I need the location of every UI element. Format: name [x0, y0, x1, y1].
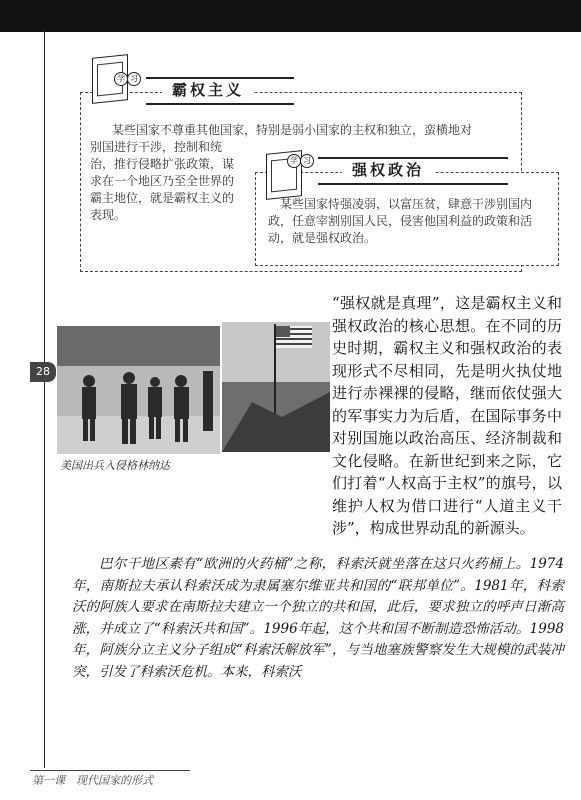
main-paragraph: “强权就是真理”，这是霸权主义和强权政治的核心思想。在不同的历史时期，霸权主义和强权政治的表现形式不尽相同，先是明火执仗地进行赤裸裸的侵略，继而依仗强大的军事实力为后盾，在国际事务中对别国施以政治高压、经济制裁和文化侵略。在新世纪到来之际，它们打着“人权高于主权”的旗号，以维护人权为借口进行“人道主义干涉”，构成世界动乱的新源头。 [332, 294, 562, 537]
page-number: 28 [30, 362, 56, 382]
power-politics-title: 强权政治 [342, 159, 434, 180]
left-margin-rule [44, 28, 45, 768]
hegemonism-text: 别国进行干涉，控制和统治，推行侵略扩张政策，谋求在一个地区乃至全世界的霸主地位，就是霸权主义的表现。 [90, 140, 235, 222]
footer-rule [30, 770, 190, 771]
study-badge-icon: 学 [287, 154, 301, 168]
kosovo-paragraph: 巴尔干地区素有“欧洲的火药桶”之称，科索沃就坐落在这只火药桶上。1974年，南斯拉夫承认科索沃成为隶属塞尔维亚共和国的“联邦单位”。1981年，科索沃的阿族人要求在南斯拉夫建立一个独立的共和国，此后，要求独立的呼声日渐高涨，并成立了“科索沃共和国”。1996年起，这个共和国不断制造恐怖活动。1998年，阿族分立主义分子组成“科索沃解放军”，与当地塞族警察发生大规模的武装冲突，引发了科索沃危机。本来，科索沃 [72, 556, 564, 680]
top-border-strip [0, 0, 581, 32]
running-footer: 第一课 现代国家的形式 [32, 774, 153, 787]
soldiers-photo-drawing [57, 326, 220, 454]
study-badge-icon: 习 [300, 154, 314, 168]
flag-on-ruins-photo [222, 322, 330, 452]
soldiers-photo [57, 326, 220, 454]
power-politics-text: 某些国家恃强凌弱，以富压贫，肆意干涉别国内政，任意宰割别国人民，侵害他国利益的政策和活动，就是强权政治。 [268, 197, 533, 245]
study-badge-icon: 学 [114, 72, 128, 86]
study-badge-icon: 习 [127, 72, 141, 86]
flag-photo-drawing [222, 322, 330, 452]
hegemonism-text-line1: 某些国家不尊重其他国家，特别是弱小国家的主权和独立，蛮横地对 [112, 123, 473, 137]
hegemonism-title: 霸权主义 [162, 79, 254, 100]
photo-caption: 美国出兵入侵格林纳达 [60, 459, 170, 472]
